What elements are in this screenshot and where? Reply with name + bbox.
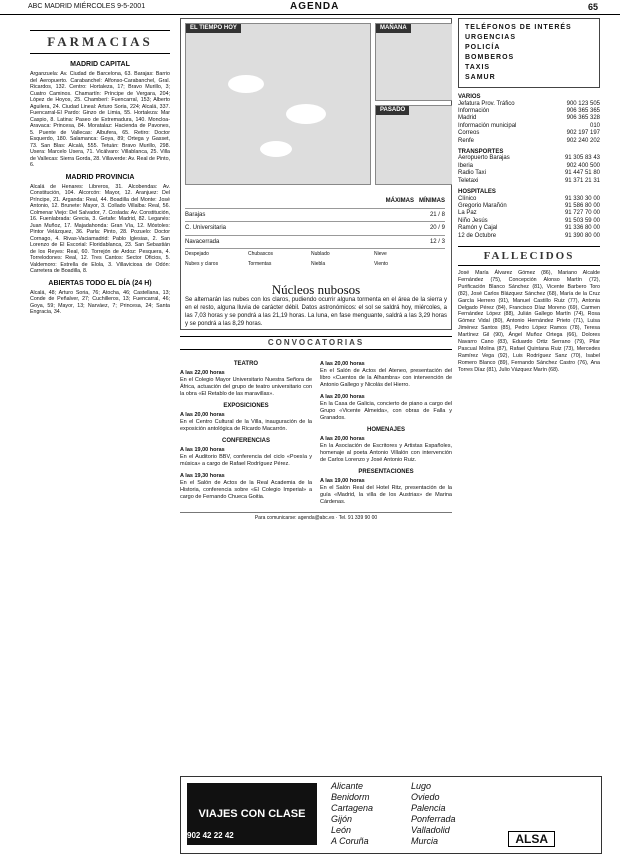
service-item: SAMUR (465, 74, 496, 81)
tomorrow-title: MAÑANA (376, 24, 411, 33)
abiertas-title: ABIERTAS TODO EL DÍA (24 H) (48, 279, 152, 287)
legend-item: Nublado (311, 251, 330, 257)
ad-slogan-block: VIAJES CON CLASE (187, 783, 317, 845)
provincia-text: Alcalá de Henares: Libreros, 31. Alcobendas: Av. Constitución, 104. Alcorcón: Mayor, 12. Aranjuez: Del Príncipe, 21. Arganda: Real, 44. Boadilla del Monte: José Antonio, 12. Brunete: Mayor, 3. Collado Villalba: Real, 56. Colmenar Viejo: Del Salvador, 7. Coslada: Av. Constitución, 16. Fuenlabrada: Grecia, 3. Getafe: Madrid, 82. Leganés: Juan Muñoz, 17. Majadahonda: Gran Vía, 12. Móstoles: Pintor Velázquez, 36. Parla: Pinto, 28. Pozuelo: Doctor Cornago, 4. Rivas-Vaciamadrid: Pablo Iglesias, 2. San Lorenzo de El Escorial: Floridablanca, 23. San Sebastián de los Reyes: Real, 60. Torrejón de Ardoz: Pesquera, 4. Torrelodones: Real, 12. Tres Cantos: Sector Oficios, 5. Valdemoro: Estrella de Elola, 3. Villaviciosa de Odón: Carretera de Boadilla, 8. (30, 183, 170, 274)
legend-item: Viento (374, 260, 389, 267)
service-item: TELÉFONOS DE INTERÉS (465, 24, 572, 31)
center-column (180, 18, 452, 858)
section-title: AGENDA (290, 1, 340, 12)
temp-row: C. Universitaria 20 / 9 (185, 222, 445, 236)
header-date: ABC MADRID MIÉRCOLES 9-5-2001 (28, 3, 146, 10)
ad-cities: Alicante Lugo Benidorm Oviedo Cartagena Palencia Gijón Ponferrada León Valladolid A Coruña Murcia (331, 781, 456, 846)
temperature-table (185, 195, 445, 249)
weather-map-today (185, 23, 371, 185)
fallecidos-banner: FALLECIDOS (458, 246, 600, 266)
weather-legend (185, 251, 447, 267)
right-column (458, 18, 600, 858)
legend-item: Nubes y claros (185, 260, 219, 267)
legend-item: Tormentas (248, 260, 272, 267)
temp-row: Navacerrada 12 / 3 (185, 236, 445, 250)
past-title: PASADO (376, 106, 409, 115)
farmacias-column (30, 18, 170, 858)
convocatorias-banner: CONVOCATORIAS (180, 336, 452, 350)
service-item: TAXIS (465, 64, 491, 71)
provincia-title: MADRID PROVINCIA (65, 173, 135, 181)
legend-item: Niebla (311, 260, 326, 267)
capital-title: MADRID CAPITAL (70, 61, 130, 68)
convocatorias-right: A las 20,00 horas En el Salón de Actos del Ateneo, presentación del libro «Cuentos de la Alhambra» con intervención de Antonio Gallego y Nicolás del Hierro. A las 20,00 horas En la Casa de Galicia, concierto de piano a cargo del Grupo «Vicente Almeida», con obras de Falla y Granados. HOMENAJES A las 20,00 horas En la Asociación de Escritores y Artistas Españoles, homenaje al poeta Antonio Villalón con intervención de Carlos Lorenzo y José Antonio Ruiz. PRESENTACIONES A las 19,00 horas En el Salón Real del Hotel Ritz, presentación de la guía «Madrid, la villa de los Austrias» de Marina Cárdenas. (320, 361, 452, 505)
today-title: EL TIEMPO HOY (186, 24, 241, 33)
legend-item: Nieve (374, 251, 387, 257)
legend-item: Chubascos (248, 251, 274, 257)
cloud-icons (186, 24, 370, 184)
fallecidos-text: José María Álvarez Gómez (86), Mariano Alcalde Fernández (75), Concepción Alonso Martín (72), Purificación Blanco Sánchez (81), Vicente Barbero Toro (82), José Carlos Blázquez Sánchez (68), María de la Cruz García Herrero (91), Manuel Castillo Ruiz (77), Antonia Delgado Pérez (84), Francisco Díaz Moreno (69), Carmen Fernández López (88), Julián Gallego Martín (74), Rosa Gómez Vidal (80), Antonio Hernández Prieto (71), Luisa Jiménez Santos (85), Pedro López Ramos (78), Teresa Martínez Gil (90), Ángel Muñoz Ortega (66), Dolores Navarro Cano (83), Eduardo Ortiz Serrano (79), Pilar Pascual Molina (87), Rafael Quintana Ruiz (73), Mercedes Ramírez Vega (92), Luis Rodríguez Sanz (70), Isabel Romero Blanco (89), Fernando Sánchez Castro (76), Ana Torres Díaz (81), Julio Vázquez Marín (68). (458, 270, 600, 373)
weather-text: Se alternarán las nubes con los claros, pudiendo ocurrir alguna tormenta en el área de la sierra y en el resto, alguna lluvia de carácter débil. Datos astronómicos: el sol se saldrá hoy, miércoles, a las 7,03 horas y se pondrá a las 21,19 horas. La luna, en fase menguante, saldrá a las 3,29 horas y se pondrá a las 8,29 horas. (185, 296, 447, 327)
phone-list: VARIOS Jefatura Prov. Tráfico 900 123 505 Información 906 365 365 Madrid 906 365 328 Información municipal 010 Correos 902 197 197 Renfe 902 240 202 TRANSPORTES Aeropuerto Barajas 91 305 83 43 Iberia 902 400 500 Radio Taxi 91 447 51 80 Teletaxi 91 371 21 31 HOSPITALES Clínico 91 330 30 00 Gregorio Marañón 91 586 80 00 La Paz 91 727 70 00 Niño Jesús 91 503 59 00 Ramón y Cajal 91 336 80 00 12 de Octubre 91 390 80 00 (458, 94, 600, 239)
service-item: URGENCIAS (465, 34, 517, 41)
min-label: MÍNIMAS (419, 198, 445, 204)
ad-phone: 902 42 22 42 (187, 831, 234, 840)
temp-row: Barajas 21 / 8 (185, 209, 445, 223)
alsa-logo: ALSA (508, 831, 555, 847)
page-number: 65 (587, 2, 598, 12)
weather-map-tomorrow (375, 23, 452, 101)
convocatorias-note: Para comunicarse: agenda@abc.es · Tel. 91 339 90 00 (180, 512, 452, 522)
weather-headline: Núcleos nubosos (271, 282, 361, 297)
abiertas-text: Alcalá, 48; Arturo Soria, 76; Atocha, 46; Castellana, 13; Conde de Peñalver, 27; Cuchilleros, 13; Fuencarral, 46; Goya, 59; Mayor, 13; Narváez, 7; Princesa, 24; Santa Engracia, 34. (30, 289, 170, 315)
convocatorias-left: TEATRO A las 22,00 horas En el Colegio Mayor Universitario Nuestra Señora de África, actuación del grupo de teatro universitario con la obra «El Retablo de las maravillas». EXPOSICIONES A las 20,00 horas En el Centro Cultural de la Villa, inauguración de la exposición antológica de Ricardo Macarrón. CONFERENCIAS A las 19,00 horas En el Auditorio BBV, conferencia del ciclo «Poesía y música» a cargo de Rafael Rodríguez Pérez. A las 19,30 horas En el Salón de Actos de la Real Academia de la Historia, conferencia sobre «El Colegio Imperial» a cargo de Fernando Chueca Goitia. (180, 361, 312, 500)
max-label: MÁXIMAS (385, 198, 414, 204)
alsa-advertisement[interactable] (180, 776, 602, 854)
service-item: POLICÍA (465, 44, 501, 51)
services-box (458, 18, 600, 88)
weather-map-past (375, 105, 452, 185)
page-header (0, 0, 620, 15)
capital-text: Arganzuela: Av. Ciudad de Barcelona, 63. Barajas: Barrio del Aeropuerto. Carabanchel: Alfonso-Carabanchel, Gral. Ricardos, 132. Centro: Hortaleza, 17; Bravo Murillo, 3; Cuatro Caminos. Chamartín: Príncipe de Vergara, 204; López de Hoyos, 25. Chamberí: Fuencarral, 153; Alberto Aguilera, 24. Ciudad Lineal: Arturo Soria, 224; Alcalá, 337. Fuencarral-El Pardo: Ginzo de Limia, 55. Hortaleza: Mar Caspio, 8. Latina: Paseo de Extremadura, 140. Moncloa-Aravaca: Princesa, 84. Moratalaz: Hacienda de Pavones, 5. Puente de Vallecas: Albufera, 65. Retiro: Doctor Esquerdo, 180. Salamanca: Goya, 89; Ortega y Gasset, 73. San Blas: Alcalá, 555. Tetuán: Bravo Murillo, 298. Usera: Marcelo Usera, 71. Vicálvaro: Villablanca, 25. Villa de Vallecas: Sierra Gorda, 28. Villaverde: Av. Real de Pinto, 6. (30, 71, 170, 168)
weather-box (180, 18, 452, 330)
farmacias-banner: FARMACIAS (30, 30, 170, 54)
legend-item: Despejado (185, 251, 209, 257)
service-item: BOMBEROS (465, 54, 515, 61)
convocatorias-columns (180, 356, 452, 506)
